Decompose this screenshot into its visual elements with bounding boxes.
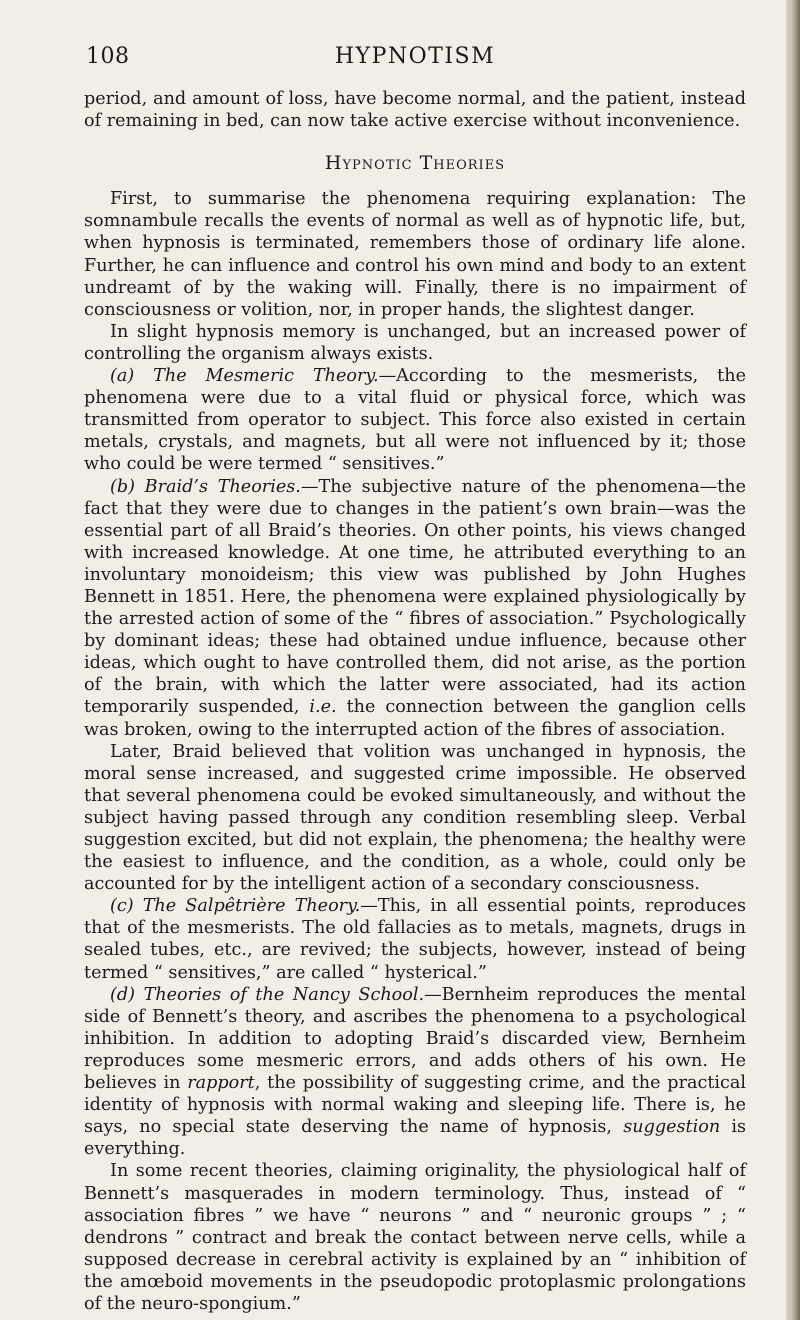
paragraph-braids-theories	[84, 476, 746, 741]
page-body	[84, 88, 746, 1315]
paragraph-salpetriere-theory	[84, 895, 746, 983]
salpetriere-theory-label: (c) The Salpêtrière Theory.	[110, 896, 361, 917]
suggestion-word: suggestion	[623, 1117, 721, 1138]
nancy-school-mid: , the possibility of suggesting crime, and the practical identity of hypnosis with normal waking and sleeping life. There is, he says, no special state deserving the name of hypnosis,	[84, 1073, 746, 1138]
page-edge-shadow	[786, 0, 800, 1320]
paragraph-summary: First, to summarise the phenomena requiring explanation: The somnambule recalls the events of normal as well as of hypnotic life, but, when hypnosis is terminated, remembers those of ordinary life alone. Further, he can influence and control his own mind and body to an extent undreamt of by the waking will. Finally, there is no impairment of consciousness or volition, nor, in proper hands, the slightest danger.	[84, 189, 746, 320]
mesmeric-theory-label: (a) The Mesmeric Theory.	[110, 366, 379, 387]
page-number: 108	[86, 44, 130, 69]
paragraph-mesmeric-theory	[84, 365, 746, 475]
nancy-school-label: (d) Theories of the Nancy School.	[110, 984, 425, 1005]
paragraph-slight-hypnosis: In slight hypnosis memory is unchanged, but an increased power of controlling the organism always exists.	[84, 321, 746, 364]
running-head: HYPNOTISM	[334, 44, 496, 69]
salpetriere-theory-text: —This, in all essential points, reproduces that of the mesmerists. The old fallacies as to metals, magnets, drugs in sealed tubes, etc., are revived; the subjects, however, instead of being termed “ sensitives,” are called “ hysterical.”	[84, 896, 746, 983]
nancy-school-text: —Bernheim reproduces the mental side of Bennett’s theory, and ascribes the phenomena to a psychological inhibition. In addition to adopting Braid’s discarded view, Bernheim reproduces some mesmeric errors, and adds others of his own. He believes in	[84, 984, 746, 1094]
paragraph-nancy-school	[84, 984, 746, 1161]
paragraph-continued: period, and amount of loss, have become normal, and the patient, instead of remaining in bed, can now take active exercise without inconvenience.	[84, 89, 746, 132]
rapport-word: rapport	[187, 1073, 255, 1094]
nancy-school-end: is everything.	[84, 1117, 746, 1160]
ie-abbrev: i.e.	[309, 697, 337, 718]
braids-theories-label: (b) Braid’s Theories.	[110, 476, 301, 497]
paragraph-recent-theories: In some recent theories, claiming originality, the physiological half of Bennett’s masquerades in modern terminology. Thus, instead of “ association fibres ” we have “ neurons ” and “ neuronic groups ” ; “ dendrons ” contract and break the contact between nerve cells, while a supposed decrease in cerebral activity is explained by an “ inhibition of the amœboid movements in the pseudopodic protoplasmic prolongations of the neuro-spongium.”	[84, 1161, 746, 1314]
braids-theories-tail: the connection between the ganglion cells was broken, owing to the interrupted action of the fibres of association.	[84, 697, 746, 740]
page-header	[86, 44, 744, 74]
mesmeric-theory-text: —According to the mesmerists, the phenomena were due to a vital fluid or physical force, which was transmitted from operator to subject. This force also existed in certain metals, crystals, and magnets, but all were not influenced by it; those who could be were termed “ sensitives.”	[84, 366, 746, 475]
section-heading: Hypnotic Theories	[324, 152, 506, 175]
braids-theories-text: —The subjective nature of the phenomena—the fact that they were due to changes in the patient’s own brain—was the essential part of all Braid’s theories. On other points, his views changed with increased knowledge. At one time, he attributed everything to an involuntary monoideism; this view was published by John Hughes Bennett in 1851. Here, the phenomena were explained physiologically by the arrested action of some of the “ fibres of association.” Psychologically by dominant ideas; these had obtained undue influence, because other ideas, which ought to have controlled them, did not arise, as the portion of the brain, with which the latter were associated, had its action temporarily suspended,	[84, 476, 746, 718]
paragraph-braid-later: Later, Braid believed that volition was unchanged in hypnosis, the moral sense increased, and suggested crime impossible. He observed that several phenomena could be evoked simultaneously, and without the subject having passed through any condition resembling sleep. Verbal suggestion excited, but did not explain, the phenomena; the healthy were the easiest to influence, and the condition, as a whole, could only be accounted for by the intelligent action of a secondary consciousness.	[84, 741, 746, 895]
